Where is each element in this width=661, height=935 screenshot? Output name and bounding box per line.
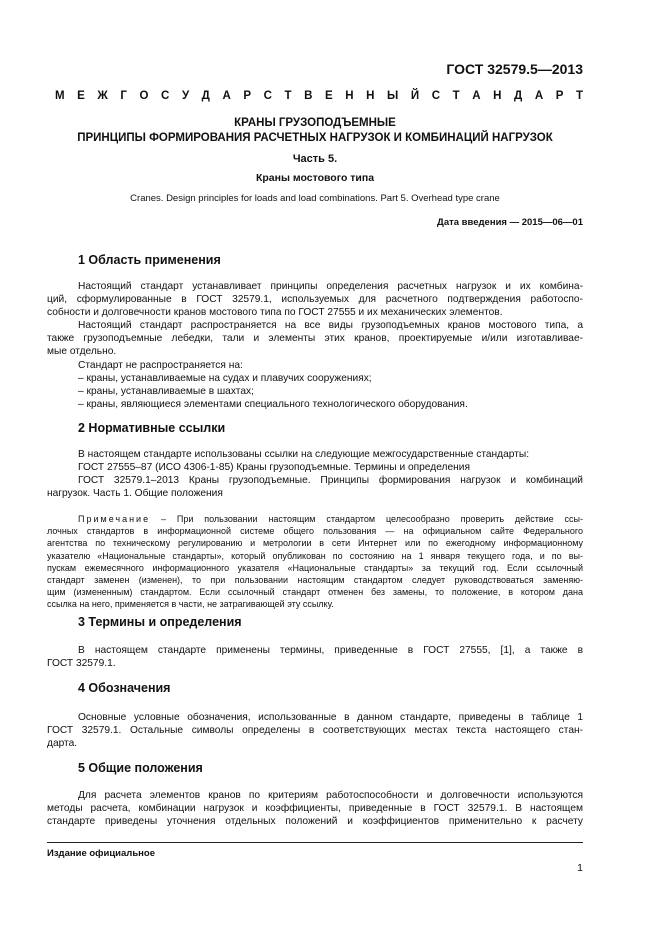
footer-divider: [47, 842, 583, 843]
note-line: [47, 513, 583, 525]
list-item: – краны, устанавливаемые на судах и плавучих сооружениях;: [78, 372, 372, 384]
paragraph-line: ГОСТ 32579.1–2013 Краны грузоподъемные. Принципы формирования нагрузок и комбинаций: [78, 475, 583, 487]
paragraph-line: ГОСТ 32579.1.: [47, 658, 116, 670]
section-1-body: [47, 280, 583, 411]
list-item: – краны, являющиеся элементами специального технологического оборудования.: [78, 398, 468, 410]
note-line: указателю «Национальные стандарты», который опубликован по состоянию на 1 января текущего года, и по вы-: [47, 550, 583, 561]
note-line: стандарт заменен (изменен), то при пользовании настоящим стандартом следует руководствоваться заменяю-: [47, 575, 583, 586]
section-4-body: [47, 711, 583, 750]
standard-number: ГОСТ 32579.5—2013: [446, 61, 583, 77]
interstate-standard-banner: М Е Ж Г О С У Д А Р С Т В Е Н Н Ы Й С Т А Н Д А Р Т: [55, 90, 583, 102]
paragraph-line: мые отдельно.: [47, 346, 117, 358]
note-label: Примечание: [78, 514, 151, 524]
list-item: – краны, устанавливаемые в шахтах;: [78, 385, 254, 397]
note-line: лочных стандартов в информационной системе общего пользования — на официальном сайте Федерального: [47, 526, 583, 537]
paragraph-line: Основные условные обозначения, использованные в данном стандарте, приведены в таблице 1: [78, 712, 583, 723]
english-title: Cranes. Design principles for loads and load combinations. Part 5. Overhead type crane: [130, 193, 500, 204]
paragraph-line: ГОСТ 32579.1. Остальные символы определены в соответствующих местах текста настоящего стан-: [47, 725, 583, 737]
paragraph-line: В настоящем стандарте применены термины, приведенные в ГОСТ 27555, [1], а также в: [78, 645, 583, 656]
note-block: [47, 513, 583, 611]
subtitle: Краны мостового типа: [255, 172, 375, 184]
paragraph-line: Настоящий стандарт распространяется на все виды грузоподъемных кранов мостового типа, а: [78, 320, 583, 332]
page-number: 1: [577, 862, 583, 874]
paragraph-line: собности и долговечности кранов мостового типа по ГОСТ 27555 и их механических элементов.: [47, 307, 503, 319]
paragraph-line: Стандарт не распространяется на:: [78, 359, 243, 371]
section-2-heading: 2 Нормативные ссылки: [78, 421, 226, 435]
paragraph-line: методы расчета, комбинации нагрузок и коэффициенты, приведенные в ГОСТ 32579.1. В настоящем: [47, 803, 583, 815]
introduction-date: Дата введения — 2015—06—01: [437, 217, 583, 228]
note-line: ссылка на него, применяется в части, не затрагивающей эту ссылку.: [47, 599, 334, 610]
section-4-heading: 4 Обозначения: [78, 681, 171, 695]
part-label: Часть 5.: [292, 153, 338, 165]
title-line-1: КРАНЫ ГРУЗОПОДЪЕМНЫЕ: [234, 117, 396, 129]
paragraph-line: В настоящем стандарте использованы ссылки на следующие межгосударственные стандарты:: [78, 449, 530, 460]
paragraph-line: ГОСТ 27555–87 (ИСО 4306-1-85) Краны грузоподъемные. Термины и определения: [78, 462, 470, 474]
note-line: пускам ежемесячного информационного указателя «Национальные стандарты» за текущий год. Если ссылочный: [47, 562, 583, 573]
paragraph-line: нагрузок. Часть 1. Общие положения: [47, 488, 223, 500]
paragraph-line: ций, сформулированные в ГОСТ 32579.1, используемых для расчетного подтверждения работоспо-: [47, 294, 583, 306]
paragraph-line: дарта.: [47, 738, 78, 750]
paragraph-line: также грузоподъемные лебедки, тали и элементы этих кранов, проектируемые и/или изготавливае-: [47, 333, 583, 345]
section-5-body: [47, 789, 583, 828]
paragraph-line: Для расчета элементов кранов по критериям работоспособности и долговечности используются: [78, 790, 583, 801]
section-3-heading: 3 Термины и определения: [78, 615, 242, 629]
note-line: агентства по техническому регулированию и метрологии в сети Интернет или по ежегодному информационному: [47, 538, 583, 549]
title-line-2: ПРИНЦИПЫ ФОРМИРОВАНИЯ РАСЧЕТНЫХ НАГРУЗОК И КОМБИНАЦИЙ НАГРУЗОК: [77, 132, 553, 144]
note-line-text: – При пользовании настоящим стандартом целесообразно проверить действие ссы-: [150, 514, 583, 524]
paragraph-line: стандарте приведены уточнения отдельных положений и коэффициентов применительно к расчету: [47, 816, 583, 828]
paragraph-line: Настоящий стандарт устанавливает принципы определения расчетных нагрузок и их комбина-: [78, 281, 583, 292]
section-5-heading: 5 Общие положения: [78, 761, 203, 775]
section-1-heading: 1 Область применения: [78, 253, 221, 267]
official-edition-label: Издание официальное: [47, 848, 155, 859]
section-3-body: [47, 644, 583, 670]
note-line: щим (измененным) стандартом. Если ссылочный стандарт отменен без замены, то положение, в котором дана: [47, 587, 583, 598]
section-2-body: [47, 448, 583, 500]
